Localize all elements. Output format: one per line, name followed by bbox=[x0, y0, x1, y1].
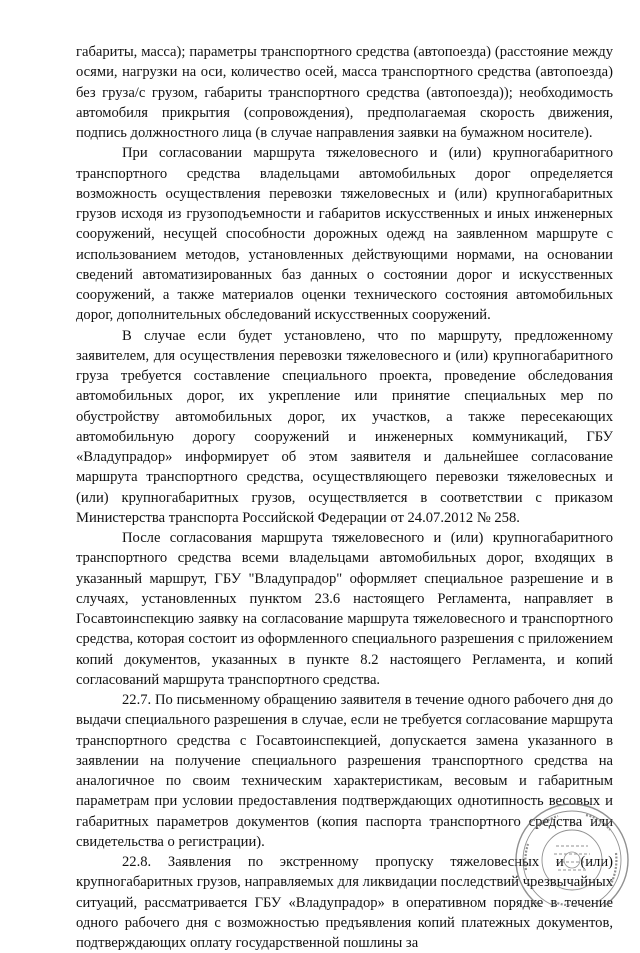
paragraph-after-approval: После согласования маршрута тяжеловесного и (или) крупногабаритного транспортного средства всеми владельцами автомобильных дорог, входящих в указанный маршрут, ГБУ "Владупрадор" оформляет специальное разрешение и в случаях, установленных пунктом 23.6 настоящего Регламента, направляет в Госавтоинспекцию заявку на согласование маршрута тяжеловесного и транспортного средства, которая состоит из оформленного специального разрешения с приложением копий документов, указанных в пункте 8.2 настоящего Регламента, и копий согласований маршрута транспортного средства. bbox=[76, 530, 613, 688]
paragraph-22-7: 22.7. По письменному обращению заявителя в течение одного рабочего дня до выдачи специального разрешения в случае, если не требуется согласование маршрута транспортного средства с Госавтоинспекцией, допускается замена указанного в заявлении на получение специального разрешения транспортного средства на аналогичное по своим техническим характеристикам, весовым и габаритным параметрам при условии предоставления подтверждающих однотипность весовых и габаритных параметров документов (копия паспорта транспортного средства или свидетельства о регистрации). bbox=[76, 692, 613, 850]
paragraph-route-approval: При согласовании маршрута тяжеловесного и (или) крупногабаритного транспортного средства владельцами автомобильных дорог определяется возможность осуществления перевозки тяжеловесных и (или) крупногабаритных грузов исходя из грузоподъемности и габаритов искусственных и иных инженерных сооружений, несущей способности дорожных одежд на заявленном маршруте с использованием методов, установленных действующими нормами, на основании сведений автоматизированных баз данных о состоянии дорог и искусственных сооружений, а также материалов оценки технического состояния автомобильных дорог, дополнительных обследований искусственных сооружений. bbox=[76, 145, 613, 324]
paragraph-special-project: В случае если будет установлено, что по маршруту, предложенному заявителем, для осуществления перевозки тяжеловесного и (или) крупногабаритного груза требуется составление специального проекта, проведение обследования автомобильных дорог, их укрепление или принятие специальных мер по обустройству автомобильных дорог, их участков, а также пересекающих автомобильную дорогу сооружений и инженерных коммуникаций, ГБУ «Владупрадор» информирует об этом заявителя и дальнейшее согласование маршрута транспортного средства, осуществляющего перевозки тяжеловесных и (или) крупногабаритных грузов, осуществляется в соответствии с приказом Министерства транспорта Российской Федерации от 24.07.2012 № 258. bbox=[76, 327, 613, 526]
round-seal-stamp bbox=[506, 798, 632, 906]
paragraph-vehicle-parameters: габариты, масса); параметры транспортного средства (автопоезда) (расстояние между осями, нагрузки на оси, количество осей, масса транспортного средства (автопоезда) без груза/с грузом, габариты транспортного средства (автопоезда)); необходимость автомобиля прикрытия (сопровождения), предполагаемая скорость движения, подпись должностного лица (в случае направления заявки на бумажном носителе). bbox=[76, 44, 613, 141]
paragraph-22-8: 22.8. Заявления по экстренному пропуску тяжеловесных и (или) крупногабаритных грузов, направляемых для ликвидации последствий чрезвычайных ситуаций, рассматривается ГБУ «Владупрадор» в оперативном порядке в течение одного рабочего дня с возможностью предъявления копий платежных документов, подтверждающих оплату государственной пошлины за bbox=[76, 854, 613, 951]
